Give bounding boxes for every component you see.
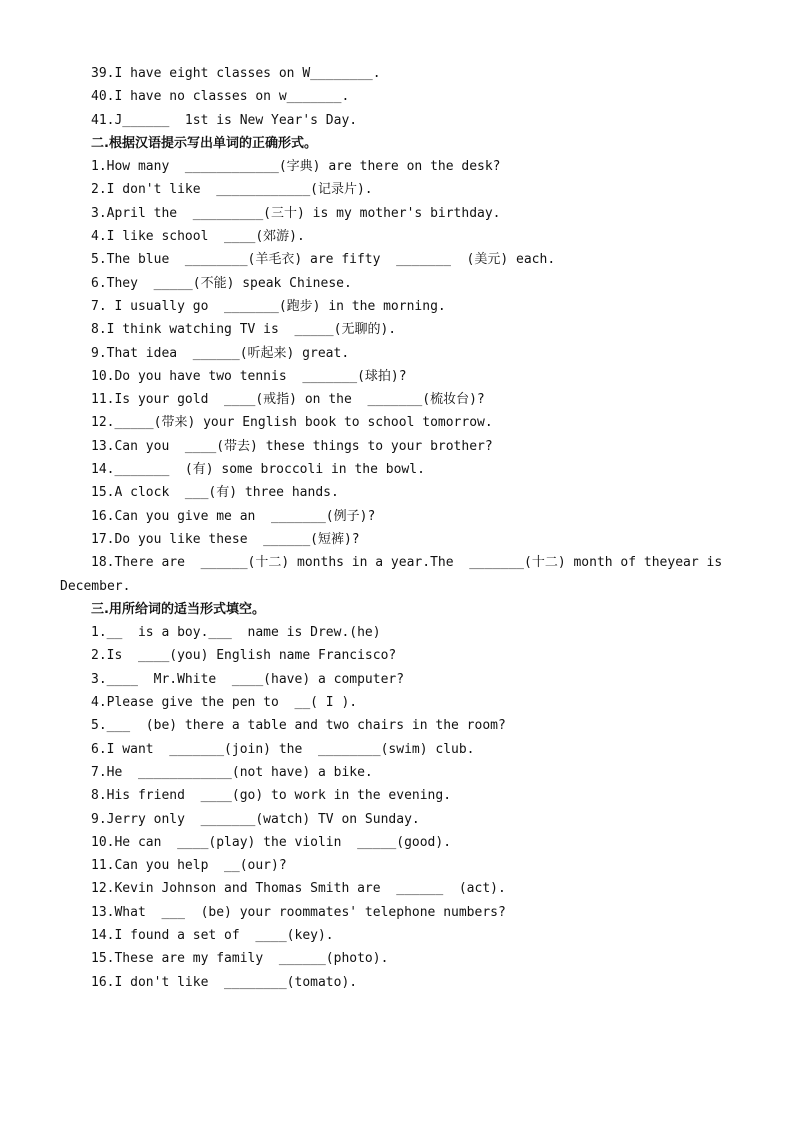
exercise-item: 39.I have eight classes on W________.	[91, 66, 381, 81]
exercise-item: 13.What ___ (be) your roommates' telephone numbers?	[91, 904, 506, 920]
exercise-item: 8.I think watching TV is _____(无聊的).	[91, 322, 397, 338]
exercise-item: 7.He ____________(not have) a bike.	[91, 764, 373, 780]
exercise-item: 4.Please give the pen to __( I ).	[91, 695, 358, 711]
exercise-item: 13.Can you ____(带去) these things to your brother?	[91, 438, 493, 454]
exercise-item: 6.I want _______(join) the ________(swim) club.	[91, 741, 475, 757]
exercise-item: 14._______ (有) some broccoli in the bowl.	[91, 462, 425, 478]
exercise-item: 11.Can you help __(our)?	[91, 858, 287, 874]
exercise-item: 11.Is your gold ____(戒指) on the _______(梳妆台)?	[91, 392, 485, 408]
exercise-item: 6.They _____(不能) speak Chinese.	[91, 275, 352, 291]
exercise-item: 8.His friend ____(go) to work in the evening.	[91, 788, 452, 804]
exercise-item: 12._____(带来) your English book to school tomorrow.	[91, 415, 493, 431]
exercise-item: 15.A clock ___(有) three hands.	[91, 485, 339, 501]
exercise-item: 1.__ is a boy.___ name is Drew.(he)	[91, 625, 381, 641]
exercise-item: 5.___ (be) there a table and two chairs in the room?	[91, 718, 506, 734]
exercise-item: 14.I found a set of ____(key).	[91, 927, 334, 943]
exercise-item: 3.____ Mr.White ____(have) a computer?	[91, 671, 405, 687]
exercise-item: 41.J______ 1st is New Year's Day.	[91, 112, 358, 128]
exercise-item: 7. I usually go _______(跑步) in the morning.	[91, 298, 446, 314]
exercise-item: 4.I like school ____(郊游).	[91, 229, 305, 245]
section-heading-part3: 三.用所给词的适当形式填空。	[91, 601, 265, 617]
exercise-item: 12.Kevin Johnson and Thomas Smith are ______ (act).	[91, 881, 506, 897]
exercise-item: 40.I have no classes on w_______.	[91, 89, 350, 105]
exercise-item: 5.The blue ________(羊毛衣) are fifty _______ (美元) each.	[91, 252, 556, 268]
exercise-item: 16.Can you give me an _______(例子)?	[91, 508, 376, 524]
exercise-item: 2.Is ____(you) English name Francisco?	[91, 648, 397, 664]
section-heading-part2: 二.根据汉语提示写出单词的正确形式。	[91, 135, 317, 151]
exercise-item: 18.There are ______(十二) months in a year.The _______(十二) month of theyear is	[91, 555, 723, 571]
exercise-item: 2.I don't like ____________(记录片).	[91, 182, 373, 198]
exercise-item: 9.Jerry only _______(watch) TV on Sunday.	[91, 811, 420, 827]
exercise-item: 3.April the _________(三十) is my mother's birthday.	[91, 205, 501, 221]
exercise-item: 16.I don't like ________(tomato).	[91, 974, 358, 990]
exercise-item: 9.That idea ______(听起来) great.	[91, 345, 350, 361]
worksheet-content	[60, 62, 750, 994]
exercise-item: 15.These are my family ______(photo).	[91, 951, 389, 967]
exercise-item: 17.Do you like these ______(短裤)?	[91, 531, 360, 547]
exercise-item: 1.How many ____________(字典) are there on the desk?	[91, 159, 501, 175]
exercise-item: 10.He can ____(play) the violin _____(good).	[91, 834, 452, 850]
exercise-item-continuation: December.	[60, 578, 131, 594]
exercise-item: 10.Do you have two tennis _______(球拍)?	[91, 368, 407, 384]
